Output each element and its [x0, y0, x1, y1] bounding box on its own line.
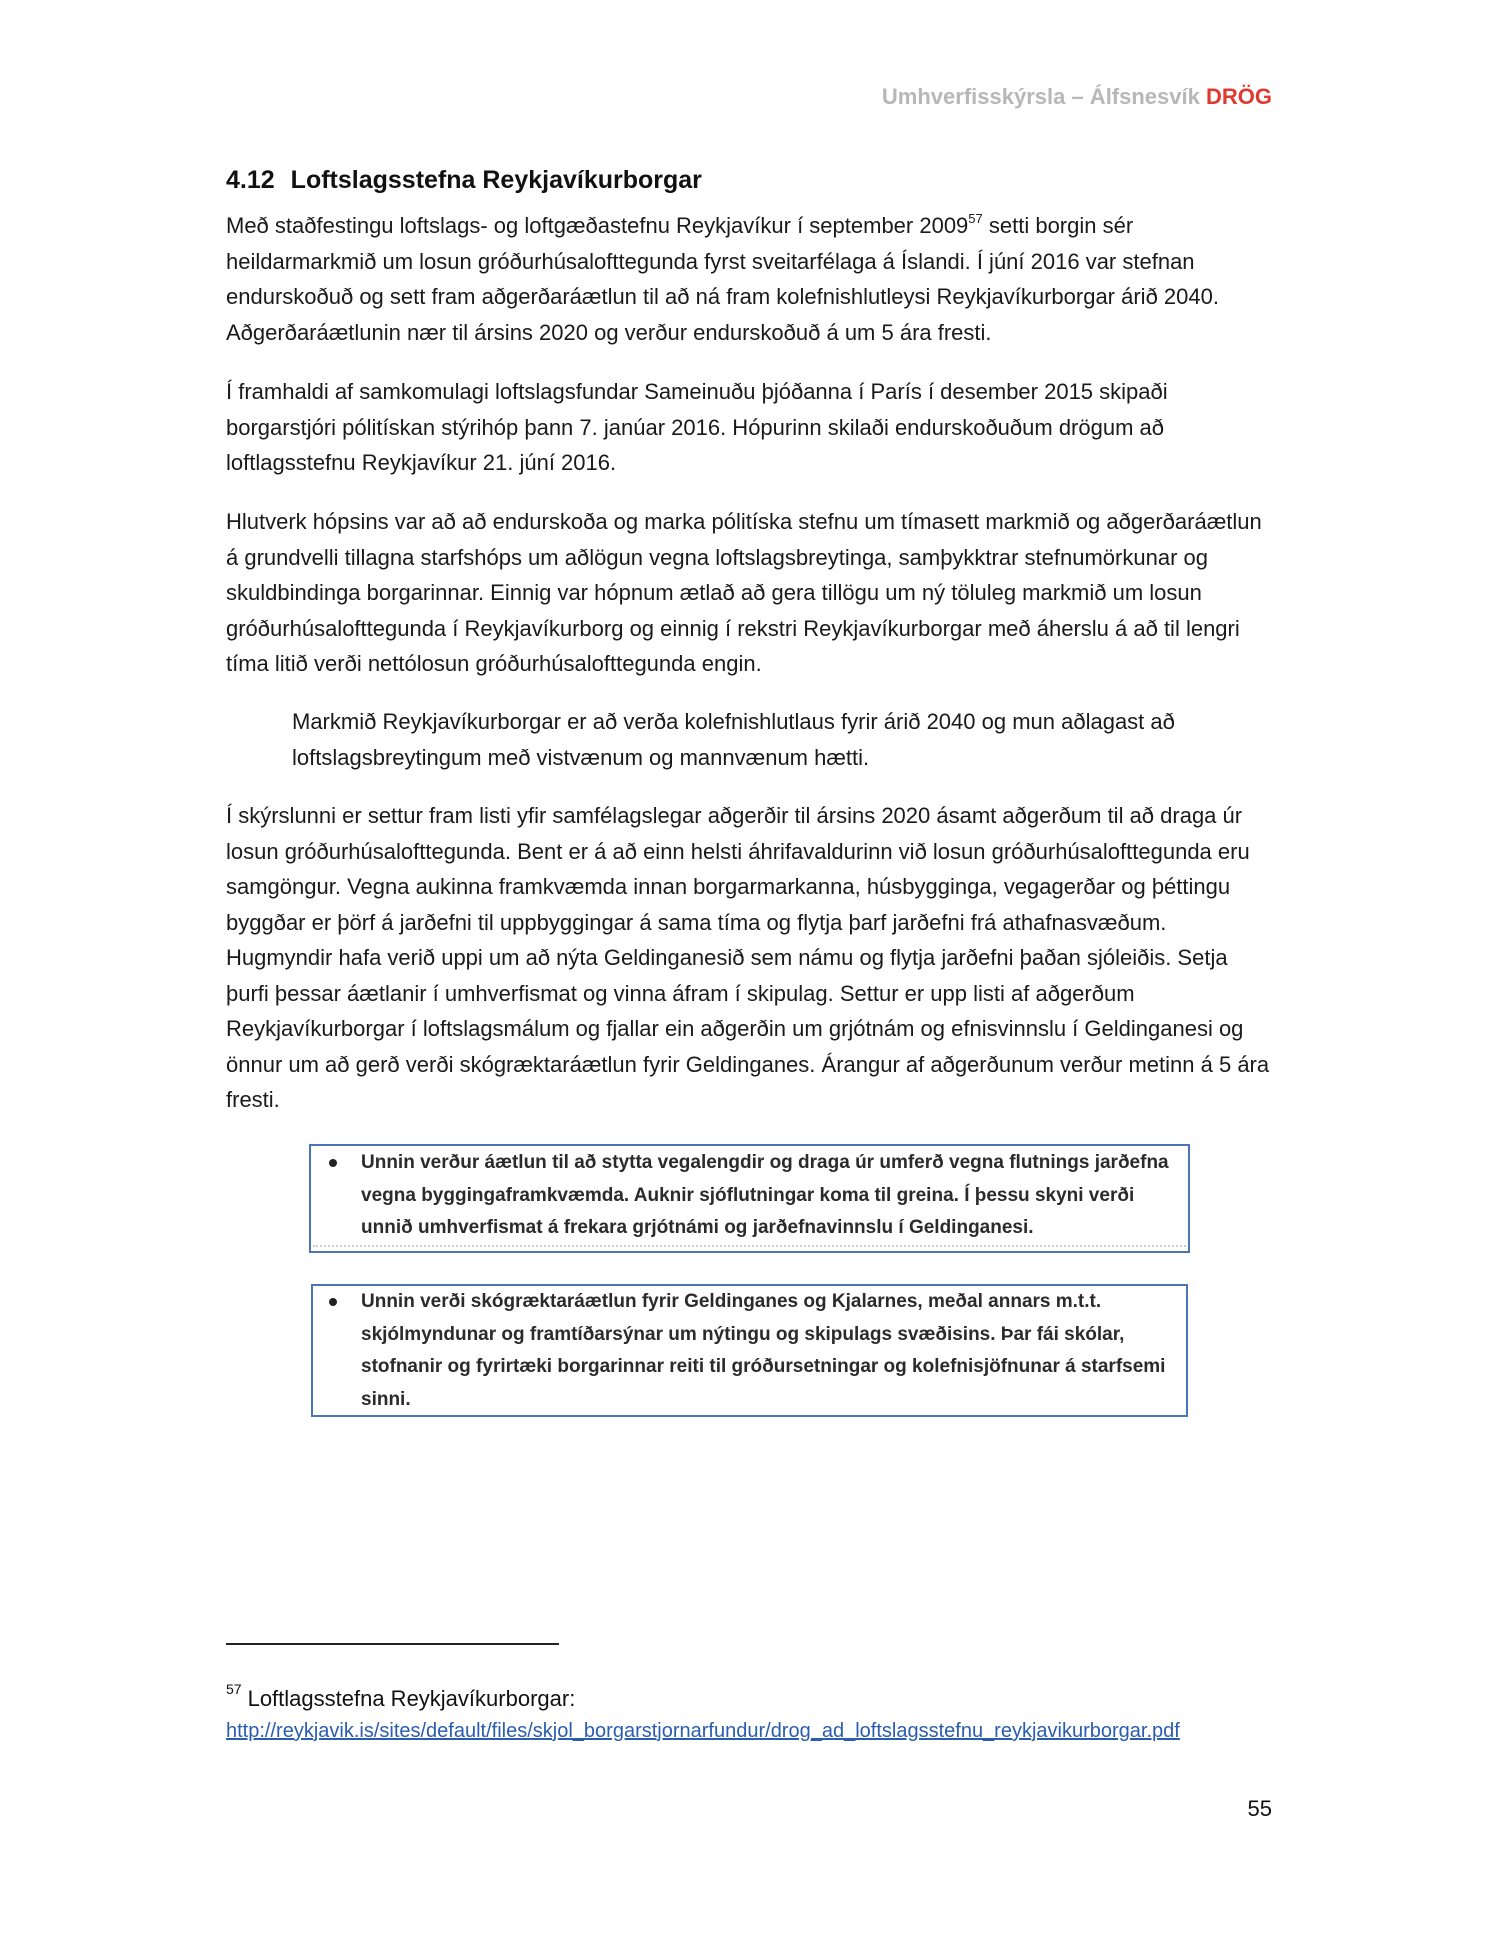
action-text: Unnin verði skógræktaráætlun fyrir Geldinganes og Kjalarnes, meðal annars m.t.t. skjólmyndunar og framtíðarsýnar um nýtingu og skipulags svæðisins. Þar fái skólar, stofnanir og fyrirtæki borgarinnar reiti til gróðursetningar og kolefnisjöfnunar á starfsemi sinni.: [361, 1291, 1166, 1410]
bullet-icon: [329, 1159, 337, 1167]
footnote-number: 57: [226, 1680, 242, 1697]
action-box-quarrying: [309, 1144, 1190, 1253]
goal-quote: Markmið Reykjavíkurborgar er að verða kolefnishlutlaus fyrir árið 2040 og mun aðlagast að loftslagsbreytingum með vistvænum og mannvænum hætti.: [292, 709, 1175, 770]
footnote-link[interactable]: http://reykjavik.is/sites/default/files/skjol_borgarstjornarfundur/drog_ad_loftslagsstefnu_reykjavikurborgar.pdf: [226, 1720, 1180, 1742]
footnote-label: [226, 1680, 576, 1712]
paragraph-4: Í skýrslunni er settur fram listi yfir samfélagslegar aðgerðir til ársins 2020 ásamt aðgerðum til að draga úr losun gróðurhúsalofttegunda. Bent er á að einn helsti áhrifavaldurinn við losun gróðurhúsalofttegunda eru samgöngur. Vegna aukinna framkvæmda innan borgarmarkanna, húsbygginga, vegagerðar og þéttingu byggðar er þörf á jarðefni til uppbyggingar á sama tíma og flytja þarf jarðefni frá athafnasvæðum. Hugmyndir hafa verið uppi um að nýta Geldinganesið sem námu og flytja jarðefni þaðan sjóleiðis. Setja þurfi þessar áætlanir í umhverfismat og vinna áfram í skipulag. Settur er upp listi af aðgerðum Reykjavíkurborgar í loftslagsmálum og fjallar ein aðgerðin um grjótnám og efnisvinnslu í Geldinganesi og önnur um að gerð verði skógræktaráætlun fyrir Geldinganes. Árangur af aðgerðunum verður metinn á 5 ára fresti.: [226, 803, 1270, 1112]
paragraph-3: Hlutverk hópsins var að að endurskoða og marka pólitíska stefnu um tímasett markmið og aðgerðaráætlun á grundvelli tillagna starfshóps um aðlögun vegna loftslagsbreytinga, samþykktrar stefnumörkunar og skuldbindinga borgarinnar. Einnig var hópnum ætlað að gera tillögu um ný töluleg markmið um losun gróðurhúsalofttegunda í Reykjavíkurborg og einnig í rekstri Reykjavíkurborgar með áherslu á að til lengri tíma litið verði nettólosun gróðurhúsalofttegunda engin.: [226, 509, 1262, 676]
paragraph-1-end: setti borgin sér heildarmarkmið um losun gróðurhúsalofttegunda fyrst sveitarfélaga á Íslandi. Í júní 2016 var stefnan endurskoðuð og sett fram aðgerðaráætlun til að ná fram kolefnishlutleysi Reykjavíkurborgar árið 2040. Aðgerðaráætlunin nær til ársins 2020 og verður endurskoðuð á um 5 ára fresti.: [226, 213, 1219, 345]
section-number: 4.12: [226, 166, 275, 194]
footnote-ref[interactable]: 57: [968, 210, 983, 226]
cropped-line-edge: [313, 1245, 1186, 1251]
action-box-forestry: [311, 1284, 1188, 1417]
footnote-text: Loftlagsstefna Reykjavíkurborgar:: [247, 1686, 576, 1711]
bullet-icon: [329, 1298, 337, 1306]
action-item: [329, 1147, 1169, 1245]
draft-label: DRÖG: [1206, 84, 1272, 109]
paragraph-1: [226, 208, 1272, 350]
header-title: Umhverfisskýrsla – Álfsnesvík: [881, 84, 1200, 109]
footnote-separator: [226, 1643, 559, 1645]
paragraph-2: Í framhaldi af samkomulagi loftslagsfundar Sameinuðu þjóðanna í París í desember 2015 skipaði borgarstjóri pólitískan stýrihóp þann 7. janúar 2016. Hópurinn skilaði endurskoðuðum drögum að loftlagsstefnu Reykjavíkur 21. júní 2016.: [226, 379, 1168, 475]
action-item: [329, 1286, 1169, 1416]
paragraph-1-start: Með staðfestingu loftslags- og loftgæðastefnu Reykjavíkur í september 2009: [226, 213, 969, 238]
page-number: 55: [1247, 1796, 1272, 1821]
section-heading: [226, 166, 702, 195]
section-title: Loftslagsstefna Reykjavíkurborgar: [290, 166, 702, 194]
action-text: Unnin verður áætlun til að stytta vegalengdir og draga úr umferð vegna flutnings jarðefna vegna byggingaframkvæmda. Auknir sjóflutningar koma til greina. Í þessu skyni verði unnið umhverfismat á frekara grjótnámi og jarðefnavinnslu í Geldinganesi.: [361, 1152, 1169, 1238]
running-header: [882, 84, 1272, 110]
